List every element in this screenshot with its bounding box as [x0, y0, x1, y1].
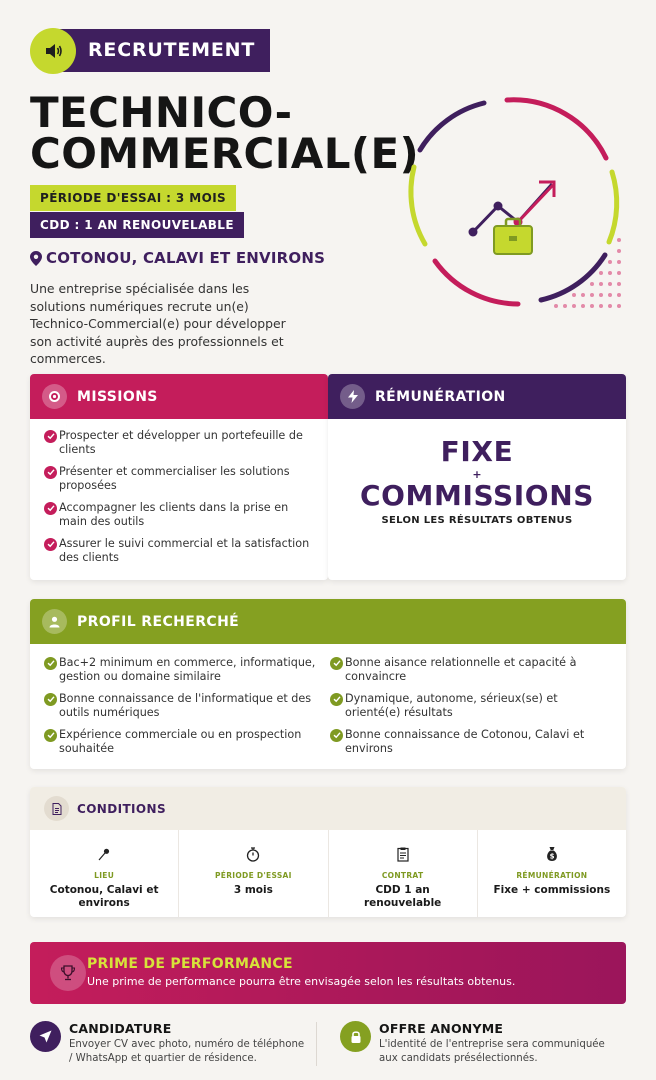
document-icon [44, 796, 69, 821]
list-item: Assurer le suivi commercial et la satisfaction des clients [44, 537, 316, 565]
profile-list-right [330, 656, 612, 764]
check-icon [44, 693, 57, 706]
remuneration-note: SELON LES RÉSULTATS OBTENUS [381, 515, 573, 526]
profile-title: PROFIL RECHERCHÉ [77, 613, 240, 630]
list-item: Bonne connaissance de l'informatique et des outils numériques [44, 692, 326, 720]
pin-icon [30, 845, 178, 863]
location-pin-icon [30, 251, 42, 266]
application-content [69, 1021, 310, 1066]
list-item: Présenter et commercialiser les solutions proposées [44, 465, 316, 493]
svg-text:$: $ [549, 852, 555, 861]
check-icon [44, 538, 57, 551]
anonymous-content [379, 1021, 626, 1066]
missions-header [30, 374, 328, 419]
list-item: Prospecter et développer un portefeuille de clients [44, 429, 316, 457]
conditions-card [30, 787, 626, 917]
check-icon [330, 657, 343, 670]
anonymous-title: OFFRE ANONYME [379, 1021, 504, 1036]
missions-card [30, 374, 328, 580]
performance-bonus-banner [30, 942, 626, 1004]
megaphone-icon [30, 28, 76, 74]
anonymous-offer-section [340, 1021, 626, 1066]
plus-sign: + [472, 468, 482, 481]
check-icon [44, 657, 57, 670]
bonus-text: Une prime de performance pourra être envisagée selon les résultats obtenus. [87, 975, 516, 988]
anonymous-text: L'identité de l'entreprise sera communiquée aux candidats présélectionnés. [379, 1039, 605, 1064]
recruitment-badge [30, 28, 272, 74]
bonus-title: PRIME DE PERFORMANCE [87, 956, 293, 972]
title-line-1: TECHNICO- [30, 88, 293, 137]
application-text: Envoyer CV avec photo, numéro de téléphone / WhatsApp et quartier de résidence. [69, 1039, 305, 1064]
send-icon [30, 1021, 61, 1052]
footer-divider [316, 1022, 317, 1066]
application-title: CANDIDATURE [69, 1021, 172, 1036]
target-icon [42, 384, 67, 409]
lightning-icon [340, 384, 365, 409]
intro-text: Une entreprise spécialisée dans les solutions numériques recrute un(e) Technico-Commercial(e) pour développer son activité auprès des professionnels et commerces. [30, 281, 286, 366]
contract-tag: CDD : 1 AN RENOUVELABLE [30, 212, 244, 238]
list-item: Dynamique, autonome, sérieux(se) et orienté(e) résultats [330, 692, 612, 720]
title-line-2: COMMERCIAL(E) [30, 129, 420, 178]
list-item: Expérience commerciale ou en prospection souhaitée [44, 728, 326, 756]
contract-icon [329, 845, 477, 863]
lock-icon [340, 1021, 371, 1052]
application-section [30, 1021, 310, 1066]
condition-trial: PÉRIODE D'ESSAI 3 mois [179, 830, 328, 917]
profile-columns [30, 644, 626, 764]
check-icon [330, 729, 343, 742]
check-icon [44, 502, 57, 515]
profile-list-left [44, 656, 326, 764]
list-item: Bonne connaissance de Cotonou, Calavi et environs [330, 728, 612, 756]
fixed-label: FIXE [440, 435, 514, 468]
remuneration-header [328, 374, 626, 419]
list-item: Bac+2 minimum en commerce, informatique, gestion ou domaine similaire [44, 656, 326, 684]
conditions-title: CONDITIONS [77, 801, 167, 816]
condition-remuneration: $ RÉMUNÉRATION Fixe + commissions [478, 830, 626, 917]
location-text: COTONOU, CALAVI ET ENVIRONS [46, 249, 326, 267]
trial-period-tag: PÉRIODE D'ESSAI : 3 MOIS [30, 185, 236, 211]
list-item: Bonne aisance relationnelle et capacité à convaincre [330, 656, 612, 684]
check-icon [44, 729, 57, 742]
condition-location: LIEU Cotonou, Calavi et environs [30, 830, 179, 917]
remuneration-card [328, 374, 626, 580]
growth-chart-illustration [400, 92, 630, 317]
trophy-icon [50, 955, 86, 991]
commissions-label: COMMISSIONS [360, 479, 594, 512]
remuneration-title: RÉMUNÉRATION [375, 388, 506, 405]
page-title [30, 88, 430, 178]
check-icon [44, 466, 57, 479]
missions-list [30, 419, 328, 565]
list-item: Accompagner les clients dans la prise en main des outils [44, 501, 316, 529]
stopwatch-icon [179, 845, 327, 863]
user-icon [42, 609, 67, 634]
profile-card [30, 599, 626, 769]
missions-title: MISSIONS [77, 388, 158, 405]
briefcase-icon [494, 219, 532, 254]
profile-header [30, 599, 626, 644]
badge-label: RECRUTEMENT [88, 39, 256, 61]
location [30, 249, 325, 267]
conditions-grid [30, 830, 626, 917]
check-icon [44, 430, 57, 443]
conditions-header [30, 787, 626, 830]
check-icon [330, 693, 343, 706]
condition-contract: CONTRAT CDD 1 an renouvelable [329, 830, 478, 917]
money-bag-icon [478, 845, 626, 863]
remuneration-body [328, 419, 626, 526]
